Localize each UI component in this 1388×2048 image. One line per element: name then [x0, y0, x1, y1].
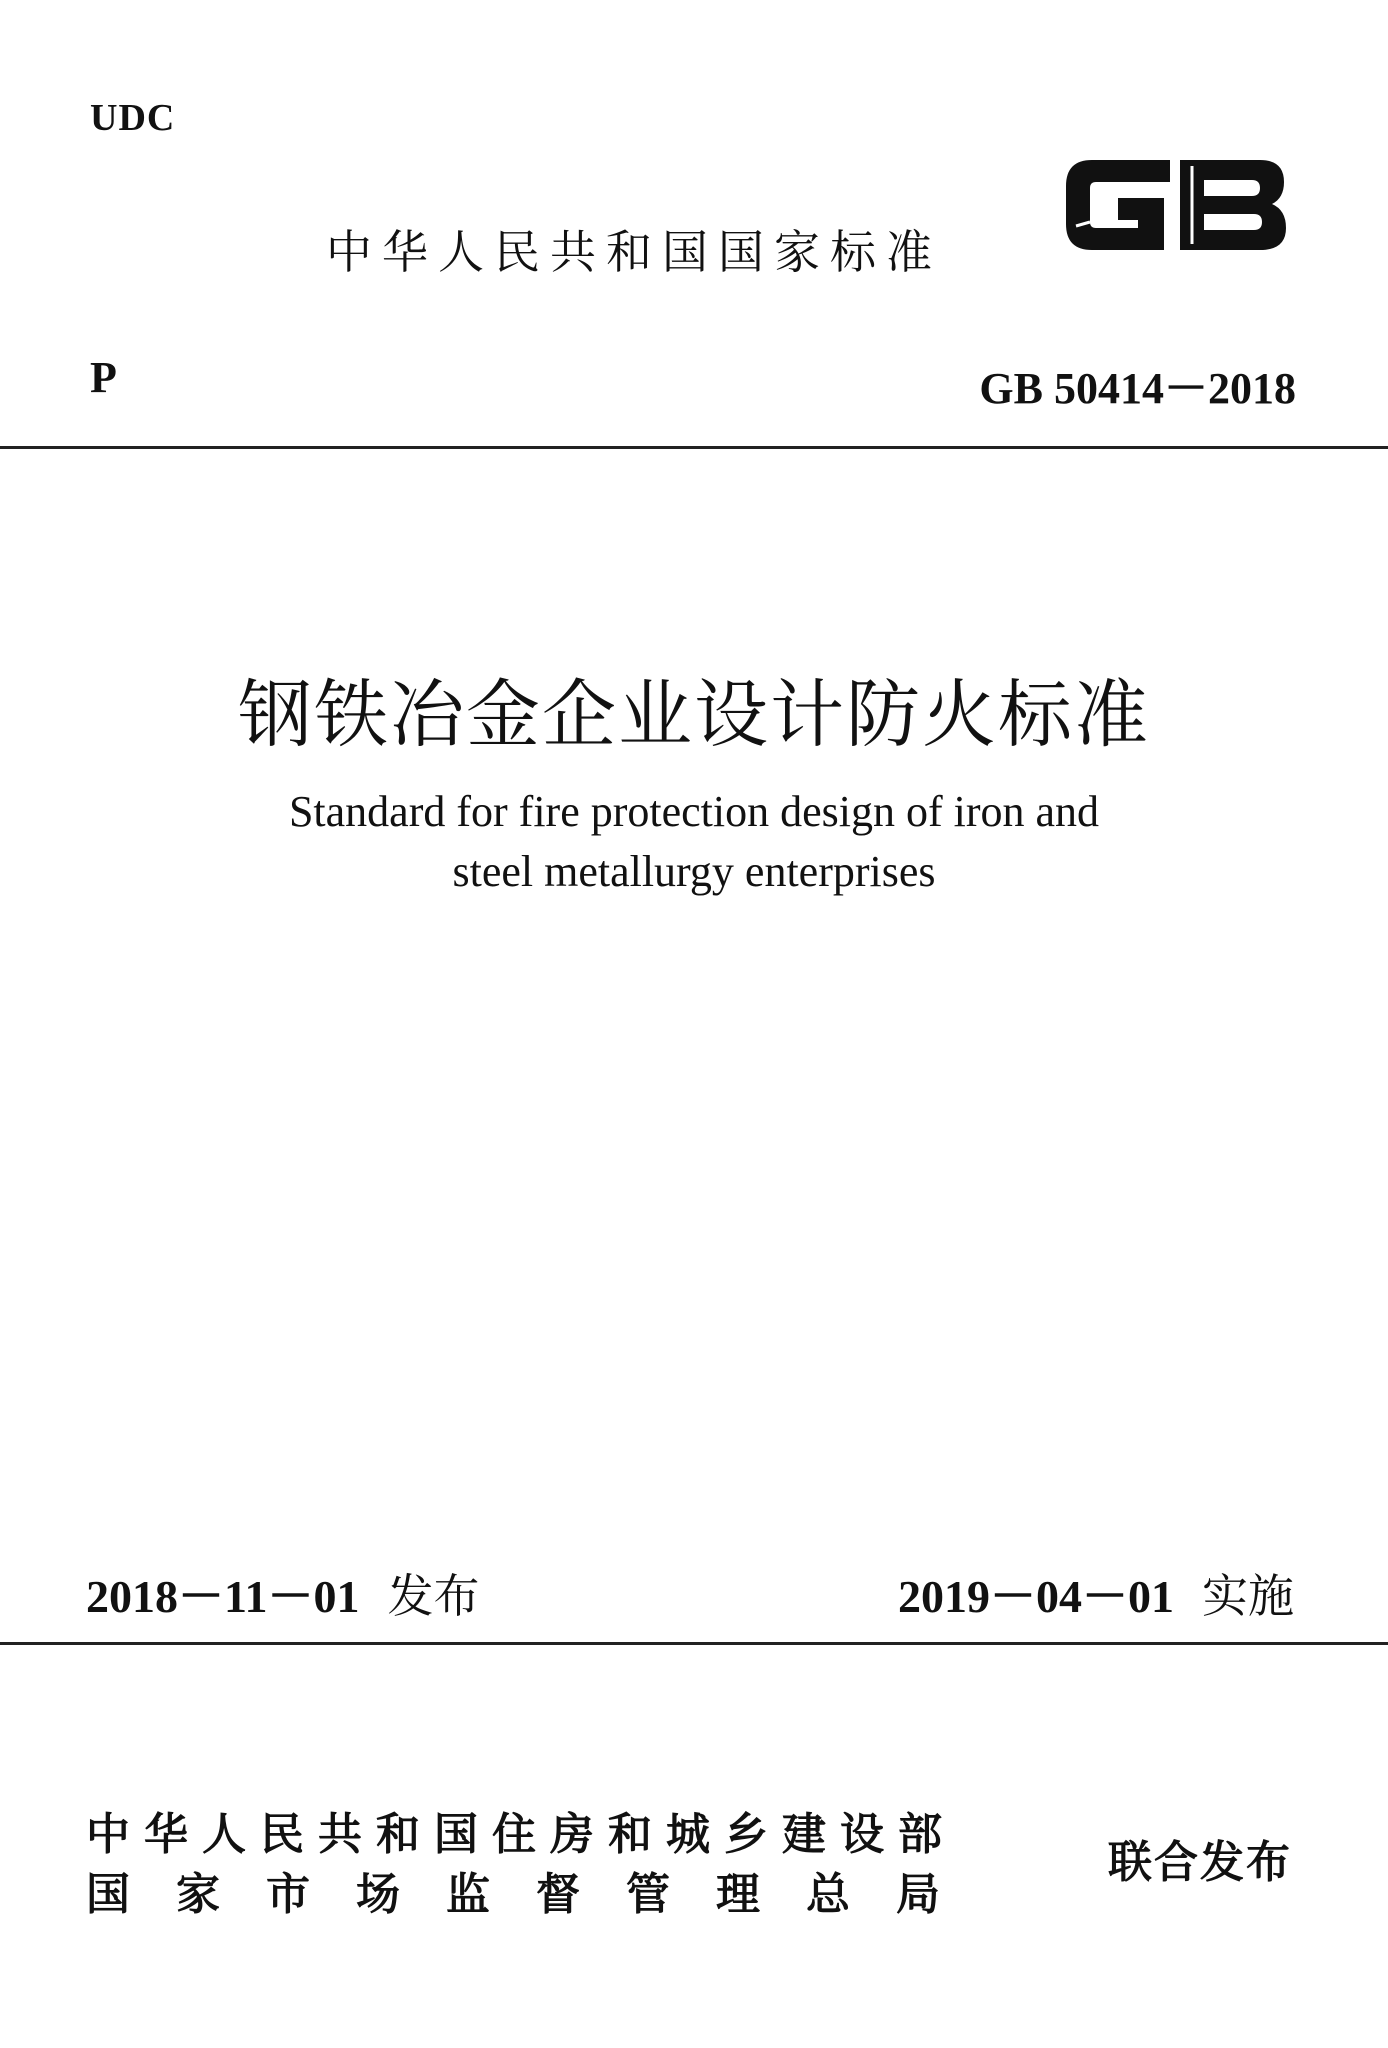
bottom-divider [0, 1642, 1388, 1645]
gb-logo-icon [1052, 140, 1298, 268]
effective-date: 2019－04－01 [898, 1571, 1174, 1622]
standard-number: GB 50414－2018 [979, 364, 1296, 413]
title-english-line-2: steel metallurgy enterprises [452, 847, 936, 896]
national-standard-heading: 中华人民共和国国家标准 [326, 225, 942, 279]
release-date-block [86, 1560, 479, 1626]
effective-date-block [898, 1560, 1294, 1626]
title-chinese: 钢铁冶金企业设计防火标准 [238, 672, 1150, 758]
issuer-ministry: 中华人民共和国住房和城乡建设部 [86, 1809, 956, 1860]
joint-release-label: 联合发布 [1108, 1837, 1292, 1888]
effective-label: 实施 [1202, 1569, 1294, 1623]
category-code: P [90, 353, 117, 402]
release-date: 2018－11－01 [86, 1571, 360, 1622]
udc-code: UDC [90, 97, 176, 139]
title-english-line-1: Standard for fire protection design of iron and [288, 787, 1100, 836]
top-divider [0, 446, 1388, 449]
release-label: 发布 [387, 1569, 480, 1623]
issuer-administration: 国家市场监督管理总局 [86, 1869, 986, 1920]
title-english [0, 782, 1388, 902]
